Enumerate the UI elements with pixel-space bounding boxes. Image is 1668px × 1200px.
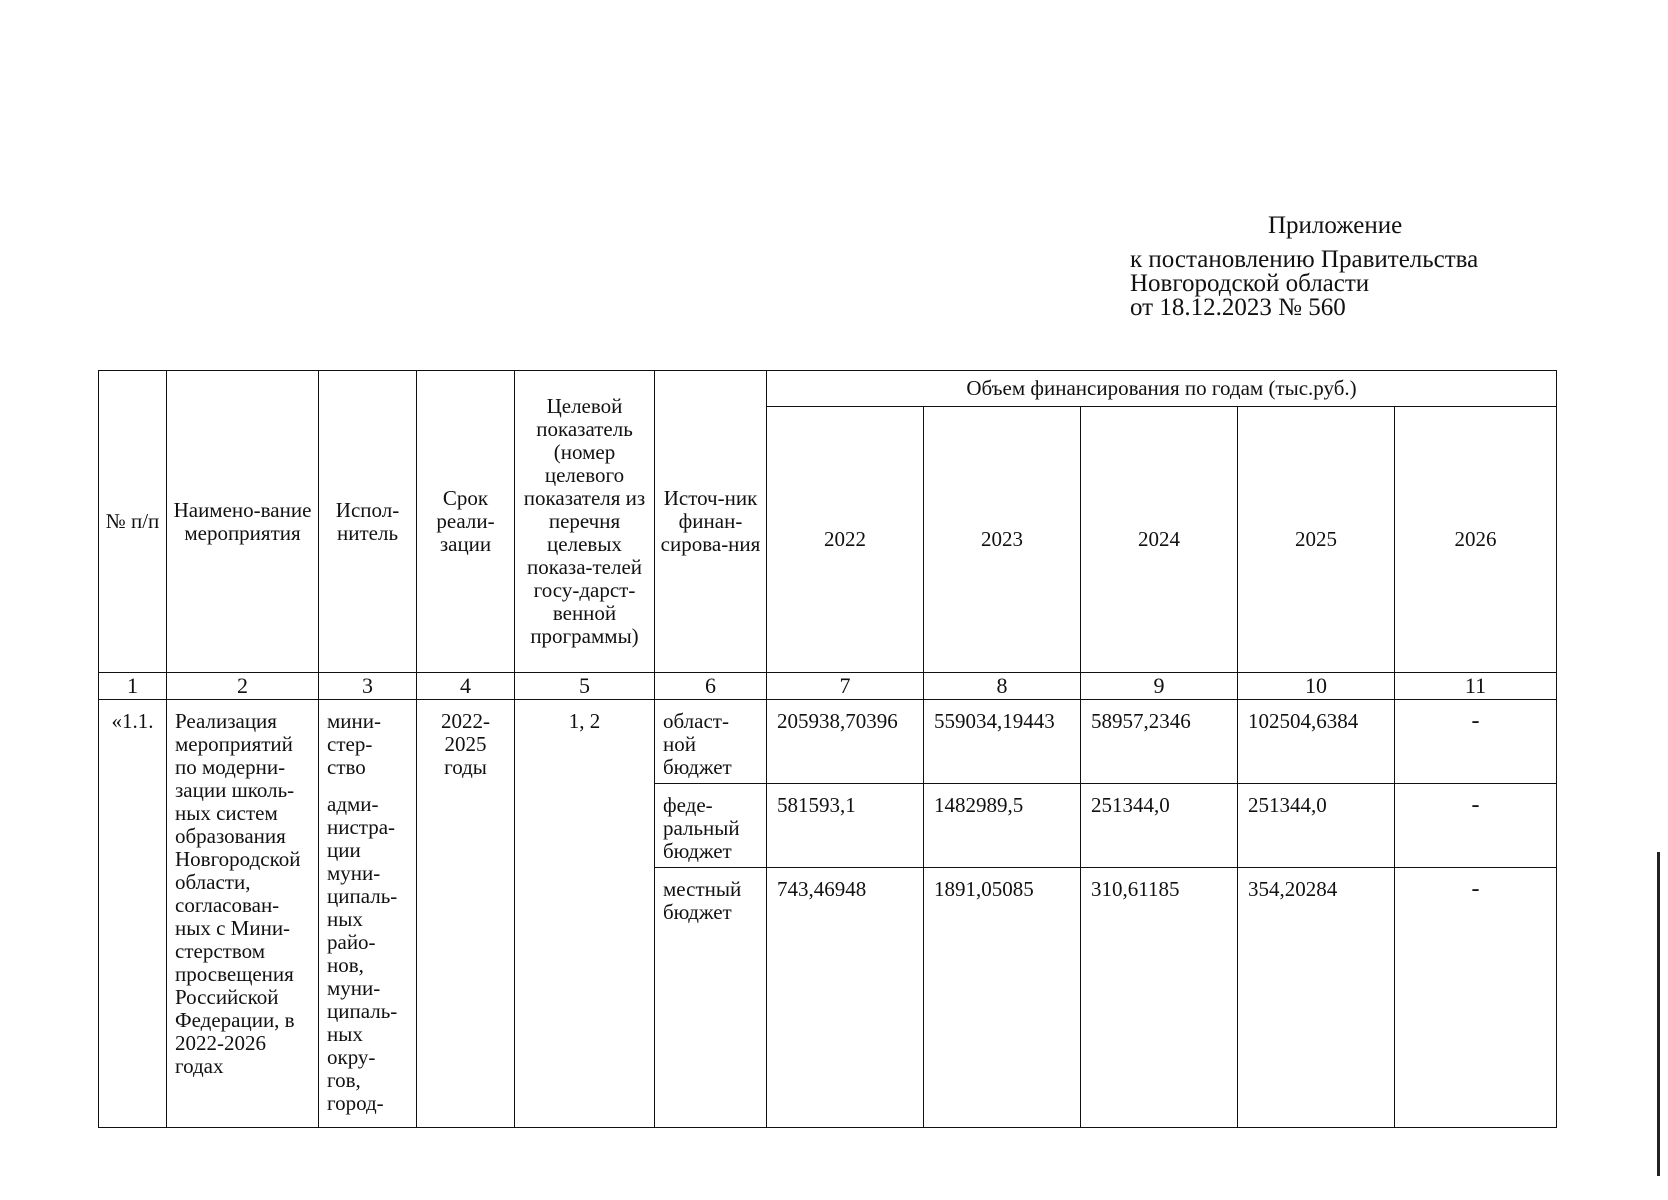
- row-target: 1, 2: [515, 700, 655, 1128]
- row-executor-administrations: адми-нистра-ции муни-ципаль-ных райо-нов, муни-ципаль-ных окру-гов, город-: [327, 792, 398, 1115]
- row-executor-ministry: мини-стер-ство: [327, 709, 381, 779]
- column-number-row: [99, 673, 1557, 700]
- header-year-2024: 2024: [1081, 407, 1238, 673]
- column-number: 6: [655, 673, 767, 700]
- header-number: № п/п: [99, 371, 167, 673]
- value-federal-2025: 251344,0: [1238, 784, 1395, 868]
- value-federal-2026: -: [1395, 784, 1557, 868]
- value-local-2024: 310,61185: [1081, 868, 1238, 1128]
- column-number: 1: [99, 673, 167, 700]
- column-number: 2: [167, 673, 319, 700]
- value-local-2022: 743,46948: [767, 868, 924, 1128]
- header-term: Срок реали-зации: [417, 371, 515, 673]
- scan-edge-line: [1657, 852, 1660, 1176]
- row-term: 2022-2025 годы: [417, 700, 515, 1128]
- source-regional: област-ной бюджет: [655, 700, 767, 784]
- value-regional-2022: 205938,70396: [767, 700, 924, 784]
- column-number: 9: [1081, 673, 1238, 700]
- column-number: 7: [767, 673, 924, 700]
- value-local-2023: 1891,05085: [924, 868, 1081, 1128]
- value-federal-2024: 251344,0: [1081, 784, 1238, 868]
- value-local-2026: -: [1395, 868, 1557, 1128]
- value-federal-2022: 581593,1: [767, 784, 924, 868]
- column-number: 5: [515, 673, 655, 700]
- appendix-line-3: от 18.12.2023 № 560: [1130, 294, 1346, 321]
- header-executor: Испол-нитель: [319, 371, 417, 673]
- header-year-2026: 2026: [1395, 407, 1557, 673]
- row-activity-name: Реализация мероприятий по модерни-зации школь-ных систем образования Новгородской области, согласован-ных с Мини-стерством просвещения Российской Федерации, в 2022-2026 годах: [167, 700, 319, 1128]
- source-local: местный бюджет: [655, 868, 767, 1128]
- appendix-title: Приложение: [1268, 212, 1403, 239]
- header-row-1: [99, 371, 1557, 407]
- header-source: Источ-ник финан-сирова-ния: [655, 371, 767, 673]
- value-local-2025: 354,20284: [1238, 868, 1395, 1128]
- row-number: «1.1.: [99, 700, 167, 1128]
- header-year-2025: 2025: [1238, 407, 1395, 673]
- table-row: [99, 700, 1557, 784]
- column-number: 10: [1238, 673, 1395, 700]
- header-funding-group: Объем финансирования по годам (тыс.руб.): [767, 371, 1557, 407]
- column-number: 8: [924, 673, 1081, 700]
- appendix-line-1: к постановлению Правительства: [1130, 246, 1479, 273]
- value-regional-2026: -: [1395, 700, 1557, 784]
- value-federal-2023: 1482989,5: [924, 784, 1081, 868]
- value-regional-2024: 58957,2346: [1081, 700, 1238, 784]
- header-target: Целевой показатель (номер целевого показателя из перечня целевых показа-телей госу-дарст-венной программы): [515, 371, 655, 673]
- header-year-2023: 2023: [924, 407, 1081, 673]
- appendix-block: [1130, 214, 1478, 320]
- column-number: 3: [319, 673, 417, 700]
- source-federal: феде-ральный бюджет: [655, 784, 767, 868]
- column-number: 4: [417, 673, 515, 700]
- value-regional-2025: 102504,6384: [1238, 700, 1395, 784]
- appendix-line-2: Новгородской области: [1130, 270, 1370, 297]
- header-year-2022: 2022: [767, 407, 924, 673]
- header-name: Наимено-вание мероприятия: [167, 371, 319, 673]
- value-regional-2023: 559034,19443: [924, 700, 1081, 784]
- financing-table: [98, 370, 1557, 1128]
- row-executor: [319, 700, 417, 1128]
- column-number: 11: [1395, 673, 1557, 700]
